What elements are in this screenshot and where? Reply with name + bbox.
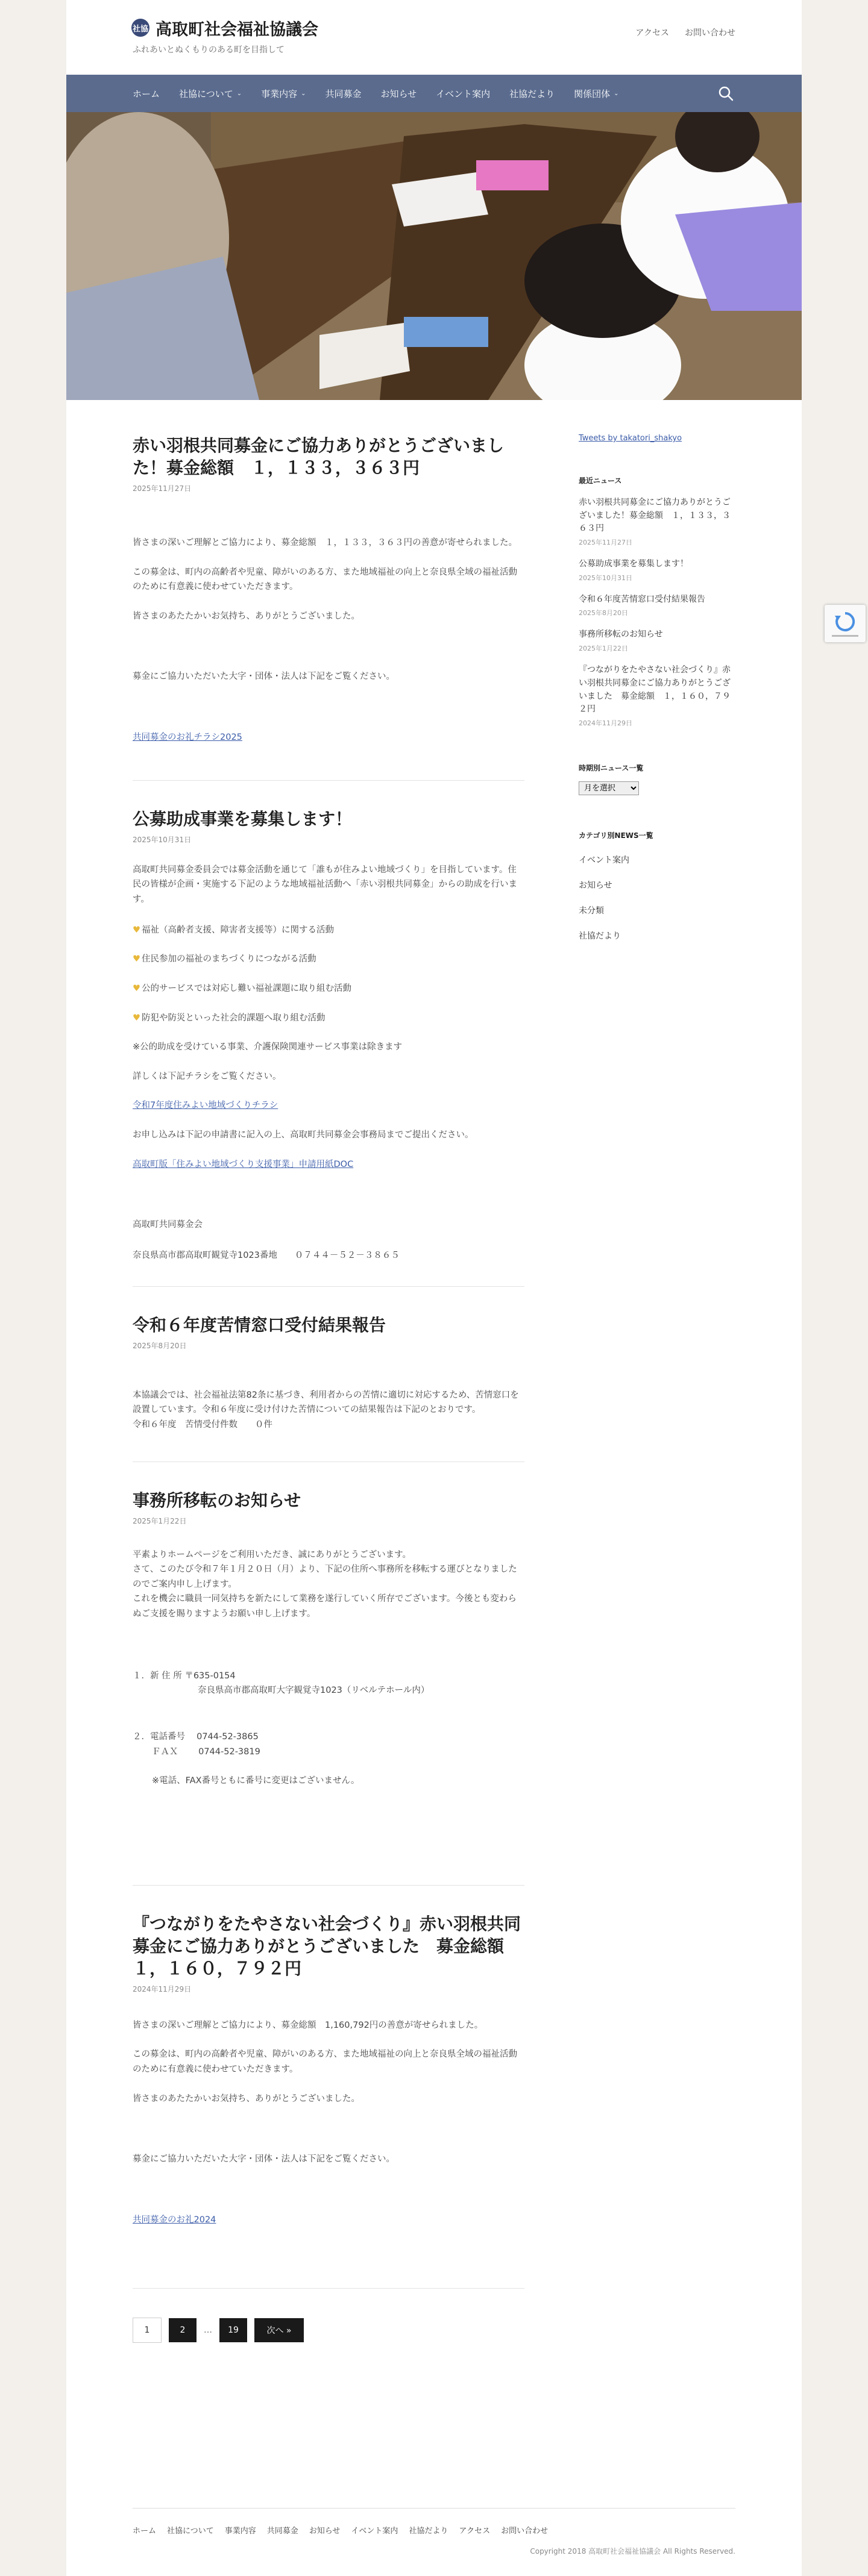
- recent-news-date: 2025年8月20日: [579, 609, 628, 617]
- recent-news-item: [579, 593, 735, 618]
- nav-item[interactable]: [179, 87, 242, 100]
- post-paragraph: 皆さまの深いご理解とご協力により、募金総額 １，１３３，３６３円の善意が寄せられました。: [133, 537, 517, 548]
- recent-news-heading: 最近ニュース: [579, 477, 622, 485]
- copyright: Copyright 2018 高取町社会福祉協議会 All Rights Reserved.: [530, 2547, 735, 2556]
- recent-news-date: 2025年1月22日: [579, 645, 628, 653]
- post-title[interactable]: 赤い羽根共同募金にご協力ありがとうございました！募金総額 １，１３３，３６３円: [133, 436, 505, 478]
- list-item: ♥ 住民参加の福祉のまちづくりにつながる活動: [133, 954, 316, 964]
- post-date: 2024年11月29日: [133, 1984, 192, 1993]
- nav-item-label: 関係団体: [574, 88, 611, 99]
- chevron-down-icon: ⌄: [236, 90, 242, 97]
- nav-items: [133, 75, 619, 112]
- nav-item[interactable]: [574, 87, 618, 100]
- page-link-last[interactable]: 19: [219, 2318, 247, 2342]
- post-paragraph: これを機会に職員一同気持ちを新たにして業務を遂行していく所存でございます。今後とも変わらぬご支援を賜りますようお願い申し上げます。: [133, 1594, 517, 1619]
- nav-item[interactable]: [133, 87, 160, 100]
- phone-line: ２．電話番号 0744-52-3865: [133, 1731, 259, 1742]
- main-content: [133, 400, 524, 2343]
- chevron-down-icon: ⌄: [301, 90, 306, 97]
- list-item: ♥ 公的サービスでは対応し難い福祉課題に取り組む活動: [133, 983, 351, 993]
- recent-news-date: 2025年11月27日: [579, 539, 632, 547]
- footer-nav-link[interactable]: アクセス: [459, 2527, 491, 2536]
- page-container: [66, 0, 802, 2576]
- next-page-button[interactable]: 次へ »: [254, 2318, 304, 2342]
- category-link[interactable]: イベント案内: [579, 855, 629, 865]
- list-item: ♥ 福祉（高齢者支援、障害者支援等）に関する活動: [133, 925, 334, 935]
- nav-item-label: イベント案内: [436, 88, 491, 99]
- category-list: [579, 854, 735, 942]
- site-title[interactable]: 高取町社会福祉協議会: [156, 20, 318, 39]
- heart-icon: ♥: [133, 925, 140, 935]
- org-name: 高取町共同募金会: [133, 1220, 203, 1230]
- category-link[interactable]: 未分類: [579, 905, 604, 916]
- post-paragraph: この募金は、町内の高齢者や児童、障がいのある方、また地域福祉の向上と奈良県全域の福祉活動のために有意義に使わせていただきます。: [133, 2049, 517, 2075]
- post-link[interactable]: 共同募金のお礼2024: [133, 2215, 216, 2225]
- footer-nav: [133, 2524, 548, 2536]
- fax-line: ＦＡＸ 0744-52-3819: [152, 1746, 260, 1757]
- flyer-link[interactable]: 令和7年度住みよい地域づくりチラシ: [133, 1101, 278, 1111]
- recent-news-date: 2025年10月31日: [579, 574, 632, 582]
- footer-nav-link[interactable]: 事業内容: [224, 2527, 256, 2536]
- recent-news-title[interactable]: 令和６年度苦情窓口受付結果報告: [579, 594, 705, 604]
- nav-item-label: 事業内容: [261, 88, 298, 99]
- recent-news-item: [579, 496, 735, 547]
- post-fundraising-2025: [133, 400, 524, 781]
- recent-news-title[interactable]: 『つながりをたやさない社会づくり』赤い羽根共同募金にご協力ありがとうございました 募金総額 １，１６０，７９２円: [579, 665, 731, 714]
- footer-nav-link[interactable]: 社協について: [167, 2527, 214, 2536]
- post-paragraph: 詳しくは下記チラシをご覧ください。: [133, 1071, 281, 1081]
- post-paragraph: 皆さまの深いご理解とご協力により、募金総額 1,160,792円の善意が寄せられました。: [133, 2020, 483, 2030]
- nav-item-label: 社協について: [179, 88, 233, 99]
- category-heading: カテゴリ別NEWS一覧: [579, 831, 653, 840]
- header-link-contact[interactable]: お問い合わせ: [685, 28, 735, 38]
- post-office-relocation: [133, 1462, 524, 1886]
- post-grant-program: [133, 781, 524, 1287]
- nav-item-label: お知らせ: [380, 88, 417, 99]
- hero-image: [66, 112, 802, 400]
- new-address-label: １．新 住 所 〒635-0154: [133, 1671, 236, 1681]
- footer-nav-link[interactable]: 共同募金: [266, 2527, 298, 2536]
- category-link[interactable]: お知らせ: [579, 880, 612, 890]
- recent-news-title[interactable]: 事務所移転のお知らせ: [579, 630, 663, 640]
- page-ellipsis: …: [204, 2325, 212, 2335]
- footer-nav-link[interactable]: ホーム: [133, 2527, 157, 2536]
- post-paragraph: この募金は、町内の高齢者や児童、障がいのある方、また地域福祉の向上と奈良県全域の福祉活動のために有意義に使わせていただきます。: [133, 567, 517, 592]
- recent-news-item: [579, 558, 735, 583]
- sidebar: [579, 434, 735, 942]
- recent-news-item: [579, 628, 735, 653]
- heart-icon: ♥: [133, 1013, 140, 1023]
- post-fundraising-2024: [133, 1886, 524, 2289]
- post-title[interactable]: 事務所移転のお知らせ: [133, 1490, 301, 1510]
- complaint-count: 令和６年度 苦情受付件数 ０件: [133, 1419, 272, 1430]
- post-title[interactable]: 令和６年度苦情窓口受付結果報告: [133, 1315, 386, 1335]
- recent-news-date: 2024年11月29日: [579, 719, 632, 727]
- archive-heading: 時期別ニュース一覧: [579, 763, 644, 772]
- page-link[interactable]: 2: [169, 2318, 197, 2342]
- footer-nav-link[interactable]: イベント案内: [351, 2527, 398, 2536]
- recent-news-list: [579, 496, 735, 728]
- post-paragraph: 皆さまのあたたかいお気持ち、ありがとうございました。: [133, 611, 360, 621]
- post-title[interactable]: 公募助成事業を募集します！: [133, 808, 353, 829]
- recent-news-title[interactable]: 公募助成事業を募集します！: [579, 559, 688, 569]
- post-paragraph: 募金にご協力いただいた大字・団体・法人は下記をご覧ください。: [133, 2154, 395, 2165]
- recaptcha-icon: [825, 605, 866, 642]
- site-tagline: ふれあいとぬくもりのある町を目指して: [133, 45, 285, 55]
- post-paragraph: 皆さまのあたたかいお気持ち、ありがとうございました。: [133, 2093, 360, 2104]
- footer-nav-link[interactable]: お知らせ: [309, 2527, 341, 2536]
- nav-item[interactable]: [436, 87, 490, 100]
- footer-divider: [133, 2508, 735, 2509]
- recaptcha-badge[interactable]: [825, 605, 866, 642]
- post-paragraph: さて、このたび令和７年１月２０日（月）より、下記の住所へ事務所を移転する運びとなりましたのでご案内申し上げます。: [133, 1565, 517, 1589]
- post-paragraph: 高取町共同募金委員会では募金活動を通じて「誰もが住みよい地域づくり」を目指しています。住民の皆様が企画・実施する下記のような地域福祉活動へ「赤い羽根共同募金」からの助成を行います。: [133, 864, 517, 904]
- nav-item-label: 共同募金: [325, 88, 362, 99]
- search-icon[interactable]: [717, 85, 734, 102]
- list-item: ♥ 防犯や防災といった社会的課題へ取り組む活動: [133, 1013, 326, 1023]
- nav-item[interactable]: [381, 87, 417, 100]
- post-paragraph: お申し込みは下記の申請書に記入の上、高取町共同募金会事務局までご提出ください。: [133, 1130, 474, 1140]
- archive-month-select[interactable]: [579, 781, 639, 795]
- recent-news-title[interactable]: 赤い羽根共同募金にご協力ありがとうございました！募金総額 １，１３３，３６３円: [579, 498, 731, 534]
- heart-icon: ♥: [133, 954, 140, 964]
- twitter-timeline-link[interactable]: Tweets by takatori_shakyo: [579, 434, 682, 443]
- logo-icon[interactable]: 社協: [131, 19, 149, 37]
- post-title[interactable]: 『つながりをたやさない社会づくり』赤い羽根共同募金にご協力ありがとうございました 募金総額 １，１６０，７９２円: [133, 1913, 521, 1978]
- post-paragraph: 平素よりホームページをご利用いただき、誠にありがとうございます。: [133, 1549, 411, 1560]
- post-date: 2025年11月27日: [133, 484, 192, 493]
- post-paragraph: 募金にご協力いただいた大字・団体・法人は下記をご覧ください。: [133, 672, 395, 682]
- footer-nav-link[interactable]: お問い合わせ: [501, 2527, 549, 2536]
- main-nav: [66, 75, 802, 112]
- phone-note: ※電話、FAX番号ともに番号に変更はございません。: [152, 1776, 360, 1786]
- nav-item-label: ホーム: [133, 88, 160, 99]
- recent-news-item: [579, 664, 735, 728]
- post-date: 2025年10月31日: [133, 835, 192, 844]
- application-form-link[interactable]: 高取町版「住みよい地域づくり支援事業」申請用紙DOC: [133, 1159, 354, 1169]
- org-address: 奈良県高市郡高取町観覚寺1023番地 ０７４４－５２－３８６５: [133, 1251, 400, 1261]
- heart-icon: ♥: [133, 983, 140, 993]
- post-paragraph: 本協議会では、社会福祉法第82条に基づき、利用者からの苦情に適切に対応するため、苦情窓口を設置しています。令和６年度に受け付けた苦情についての結果報告は下記のとおりです。: [133, 1390, 519, 1415]
- category-link[interactable]: 社協だより: [579, 931, 621, 941]
- header-link-access[interactable]: アクセス: [635, 28, 669, 38]
- nav-item[interactable]: [509, 87, 555, 100]
- chevron-down-icon: ⌄: [614, 90, 619, 97]
- nav-item[interactable]: [261, 87, 306, 100]
- nav-item[interactable]: [326, 87, 362, 100]
- new-address-value: 奈良県高市郡高取町大字観覚寺1023（リベルテホール内）: [198, 1686, 430, 1696]
- post-note: ※公的助成を受けている事業、介護保険関連サービス事業は除きます: [133, 1042, 403, 1052]
- nav-item-label: 社協だより: [509, 88, 555, 99]
- page-link-current[interactable]: 1: [133, 2318, 162, 2343]
- post-date: 2025年1月22日: [133, 1516, 187, 1525]
- pagination: [133, 2318, 524, 2343]
- post-link[interactable]: 共同募金のお礼チラシ2025: [133, 733, 242, 743]
- post-complaint-report: [133, 1287, 524, 1462]
- footer-nav-link[interactable]: 社協だより: [409, 2527, 448, 2536]
- hero-photo: [66, 112, 802, 400]
- site-header: [66, 0, 802, 75]
- header-links: [635, 27, 735, 39]
- post-date: 2025年8月20日: [133, 1341, 187, 1350]
